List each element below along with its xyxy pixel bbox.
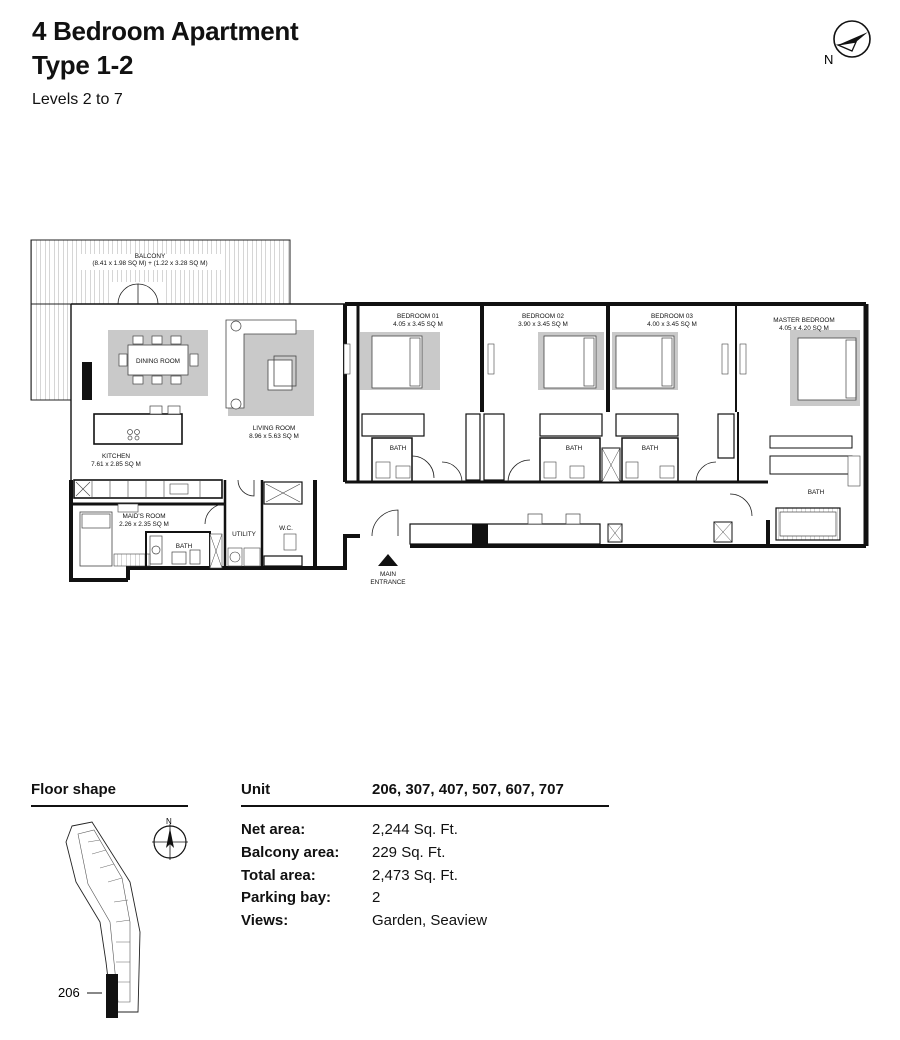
detail-value: 229 Sq. Ft. <box>372 844 446 861</box>
bedroom-01 <box>344 313 480 482</box>
utility-label: UTILITY <box>232 531 256 538</box>
entrance-arrow-icon <box>378 554 398 566</box>
bedroom-03 <box>612 313 734 482</box>
title-line-2: Type 1-2 <box>32 50 134 80</box>
detail-label: Parking bay: <box>241 889 332 906</box>
balcony-label: BALCONY <box>134 253 166 260</box>
master-size: 4.05 x 4.20 SQ M <box>779 325 829 332</box>
highlighted-unit <box>106 974 118 1018</box>
main-entrance <box>370 510 405 586</box>
levels-text: Levels 2 to 7 <box>32 91 123 108</box>
north-arrow-small-icon <box>152 817 188 860</box>
floor-shape-diagram <box>30 812 200 1027</box>
floor-shape-heading: Floor shape <box>31 781 117 798</box>
detail-label: Total area: <box>241 867 316 884</box>
details-divider <box>241 805 609 807</box>
balcony-size: (8.41 x 1.98 SQ M) + (1.22 x 3.28 SQ M) <box>92 260 208 267</box>
unit-marker: 206 <box>58 985 80 1000</box>
living-label: LIVING ROOM <box>252 425 296 432</box>
detail-label: Views: <box>241 912 289 929</box>
dining-label: DINING ROOM <box>135 358 181 365</box>
master-bath-label: BATH <box>807 489 825 496</box>
floor-shape-divider <box>31 805 188 807</box>
maids-size: 2.26 x 2.35 SQ M <box>119 521 169 528</box>
bedroom1-bath-label: BATH <box>389 445 407 452</box>
master-label: MASTER BEDROOM <box>773 317 835 324</box>
kitchen-size: 7.61 x 2.85 SQ M <box>91 461 141 468</box>
bedroom3-bath-label: BATH <box>641 445 659 452</box>
detail-label: Net area: <box>241 821 306 838</box>
small-compass-letter: N <box>166 817 172 826</box>
wc-label: W.C. <box>279 525 293 532</box>
entrance-label-1: MAIN <box>380 571 396 578</box>
bedroom-02 <box>484 313 620 482</box>
bedroom1-size: 4.05 x 3.45 SQ M <box>393 321 443 328</box>
master-bedroom <box>730 317 860 540</box>
unit-value: 206, 307, 407, 507, 607, 707 <box>372 781 564 798</box>
living-size: 8.96 x 5.63 SQ M <box>249 433 299 440</box>
entrance-label-2: ENTRANCE <box>370 579 406 586</box>
detail-value: 2,473 Sq. Ft. <box>372 867 458 884</box>
bedroom3-size: 4.00 x 3.45 SQ M <box>647 321 697 328</box>
bedroom2-bath-label: BATH <box>565 445 583 452</box>
living-area <box>226 320 314 440</box>
kitchen-label: KITCHEN <box>101 453 131 460</box>
unit-label: Unit <box>241 781 271 798</box>
maids-room <box>71 504 225 566</box>
detail-label: Balcony area: <box>241 844 340 861</box>
bedroom-walls <box>358 304 738 482</box>
title-line-1: 4 Bedroom Apartment <box>32 16 299 46</box>
maids-bath <box>146 532 222 568</box>
bedroom2-label: BEDROOM 02 <box>522 313 564 320</box>
fireplace <box>82 362 92 400</box>
bedroom2-size: 3.90 x 3.45 SQ M <box>518 321 568 328</box>
detail-value: 2,244 Sq. Ft. <box>372 821 458 838</box>
dining-area <box>108 330 208 396</box>
bedroom3-label: BEDROOM 03 <box>651 313 693 320</box>
detail-value: Garden, Seaview <box>372 912 488 929</box>
corridor-console <box>410 514 732 544</box>
compass-letter: N <box>824 52 834 67</box>
kitchen <box>74 406 222 498</box>
detail-value: 2 <box>372 889 381 906</box>
maids-bath-label: BATH <box>175 543 193 550</box>
bedroom1-label: BEDROOM 01 <box>397 313 439 320</box>
maids-label: MAID'S ROOM <box>122 513 166 520</box>
